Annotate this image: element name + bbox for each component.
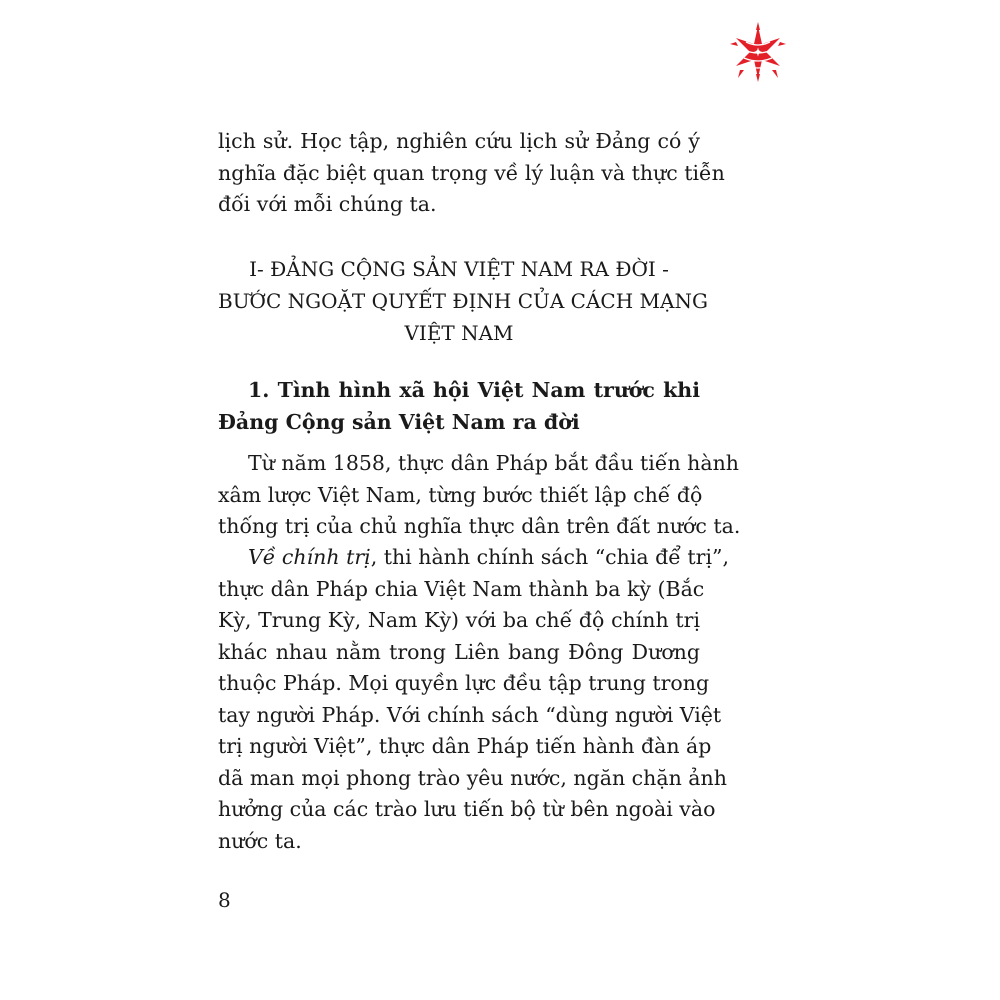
paragraph-line: nước ta.	[218, 828, 302, 853]
italic-lead: Về chính trị	[248, 545, 371, 569]
paragraph-line: tay người Pháp. Với chính sách “dùng người Việt	[218, 702, 722, 727]
section-heading-line: I- ĐẢNG CỘNG SẢN VIỆT NAM RA ĐỜI -	[249, 257, 669, 281]
intro-line: lịch sử. Học tập, nghiên cứu lịch sử Đảng có ý	[218, 129, 700, 153]
section-heading-line: BƯỚC NGOẶT QUYẾT ĐỊNH CỦA CÁCH MẠNG	[218, 289, 708, 313]
paragraph-line: dã man mọi phong trào yêu nước, ngăn chặn ảnh	[218, 765, 727, 790]
paragraph-line: xâm lược Việt Nam, từng bước thiết lập chế độ	[218, 482, 703, 507]
subsection-heading-line: Đảng Cộng sản Việt Nam ra đời	[218, 410, 580, 434]
paragraph-history	[218, 448, 741, 543]
intro-line: đối với mỗi chúng ta.	[218, 192, 437, 216]
party-star-emblem-icon	[728, 22, 788, 82]
page-number: 8	[218, 888, 231, 912]
subsection-heading	[218, 374, 700, 438]
lead-rest: , thi hành chính sách “chia để trị”,	[370, 545, 730, 569]
section-heading	[218, 253, 708, 349]
paragraph-line: thuộc Pháp. Mọi quyền lực đều tập trung trong	[218, 671, 710, 695]
paragraph-line: hưởng của các trào lưu tiến bộ từ bên ngoài vào	[218, 797, 716, 821]
paragraph-first-line	[218, 542, 730, 574]
intro-line: nghĩa đặc biệt quan trọng về lý luận và thực tiễn	[218, 160, 725, 185]
paragraph-line: Từ năm 1858, thực dân Pháp bắt đầu tiến hành	[248, 451, 739, 475]
paragraph-line: thống trị của chủ nghĩa thực dân trên đất nước ta.	[218, 514, 741, 538]
paragraph-line: thực dân Pháp chia Việt Nam thành ba kỳ (Bắc	[218, 576, 705, 601]
paragraph-line: Kỳ, Trung Kỳ, Nam Kỳ) với ba chế độ chính trị	[218, 608, 700, 632]
paragraph-line: trị người Việt”, thực dân Pháp tiến hành đàn áp	[218, 734, 712, 758]
subsection-heading-line: 1. Tình hình xã hội Việt Nam trước khi	[248, 378, 700, 402]
intro-paragraph	[218, 126, 725, 221]
svg-text:✦: ✦	[753, 47, 763, 59]
paragraph-line: khác nhau nằm trong Liên bang Đông Dương	[218, 639, 700, 664]
paragraph-politics	[218, 542, 730, 857]
section-heading-line: VIỆT NAM	[404, 321, 514, 345]
